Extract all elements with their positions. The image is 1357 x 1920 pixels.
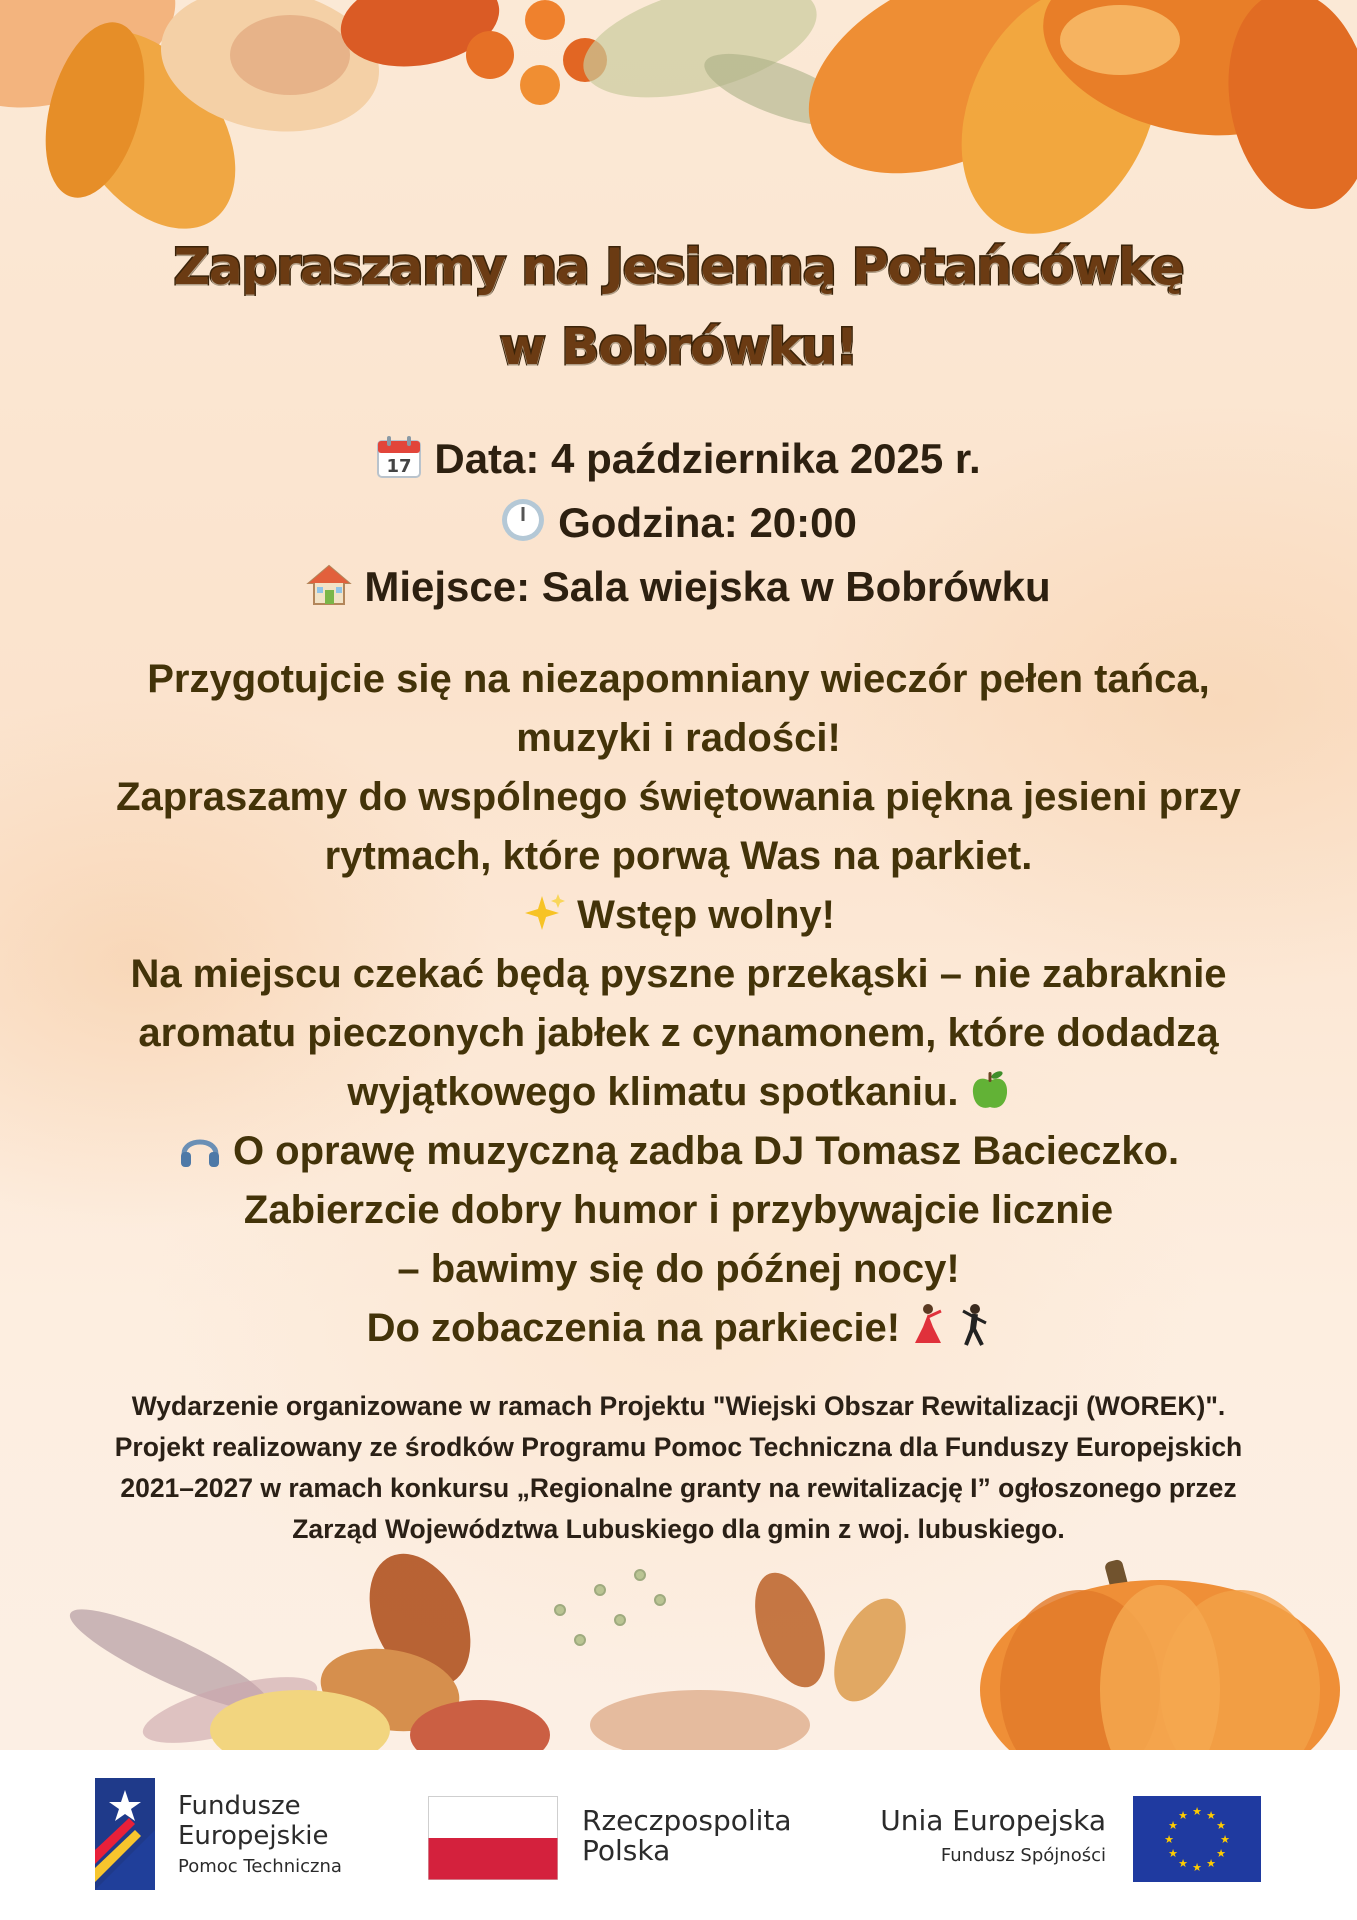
svg-text:★: ★ [1206,1857,1216,1870]
fundusze-label: Fundusze [178,1791,301,1821]
autumn-leaves-top-decoration [0,0,1357,260]
house-icon [306,562,352,624]
funding-note-line: 2021–2027 w ramach konkursu „Regionalne granty na rewitalizację I” ogłoszonego przez [120,1473,1237,1503]
event-place [0,556,1357,624]
body-line [0,1063,1357,1127]
svg-text:★: ★ [1206,1809,1216,1822]
fundusze-europejskie-logo-icon [95,1778,155,1890]
green-apple-icon [970,1069,1010,1127]
event-title-line-2: w Bobrówku! [499,318,858,376]
event-time-text: Godzina: 20:00 [558,499,857,546]
svg-text:17: 17 [386,456,412,477]
dancing-woman-icon [911,1303,947,1363]
fundusz-spojnosci-label: Fundusz Spójności [940,1845,1106,1866]
eu-flag-icon [1133,1796,1261,1882]
body-line: Zapraszamy do wspólnego świętowania piękna jesieni przy [116,775,1241,819]
svg-text:★: ★ [1192,1805,1202,1818]
dancing-man-icon [958,1303,990,1363]
event-time [0,492,1357,560]
svg-text:★: ★ [1220,1833,1230,1846]
body-line-text: wyjątkowego klimatu spotkaniu. [347,1070,959,1114]
polska-label: Polska [582,1834,671,1867]
svg-text:★: ★ [1216,1819,1226,1832]
autumn-pumpkin-bottom-decoration [0,1540,1357,1750]
svg-text:★: ★ [1216,1847,1226,1860]
see-you-text: Do zobaczenia na parkiecie! [366,1306,901,1350]
free-entry-line [0,886,1357,950]
body-line: muzyki i radości! [516,716,841,760]
clock-icon [500,497,546,560]
svg-text:★: ★ [1168,1847,1178,1860]
europejskie-label: Europejskie [178,1821,329,1851]
svg-text:★: ★ [1168,1819,1178,1832]
headphones-icon [178,1128,222,1186]
body-line: Na miejscu czekać będą pyszne przekąski – nie zabraknie [130,952,1227,996]
funding-logos-bar [0,1750,1357,1920]
body-line: Przygotujcie się na niezapomniany wieczór pełen tańca, [147,657,1210,701]
body-line: – bawimy się do późnej nocy! [397,1247,960,1291]
dj-text: O oprawę muzyczną zadba DJ Tomasz Bacieczko. [232,1129,1180,1173]
dj-line [0,1122,1357,1186]
free-entry-text: Wstęp wolny! [577,893,835,937]
svg-text:★: ★ [1164,1833,1174,1846]
funding-note-line: Wydarzenie organizowane w ramach Projektu "Wiejski Obszar Rewitalizacji (WOREK)". [131,1391,1226,1421]
body-line: Zabierzcie dobry humor i przybywajcie licznie [243,1188,1114,1232]
rzeczpospolita-label: Rzeczpospolita [582,1804,792,1837]
event-title-line-1: Zapraszamy na Jesienną Potańcówkę [173,238,1184,296]
funding-note-line: Projekt realizowany ze środków Programu Pomoc Techniczna dla Funduszy Europejskich [114,1432,1243,1462]
event-date-text: Data: 4 października 2025 r. [434,435,981,482]
svg-text:★: ★ [1178,1809,1188,1822]
body-line: aromatu pieczonych jabłek z cynamonem, które dodadzą [138,1011,1219,1055]
funding-note-line: Zarząd Województwa Lubuskiego dla gmin z woj. lubuskiego. [292,1514,1065,1544]
body-line: rytmach, które porwą Was na parkiet. [324,834,1033,878]
calendar-icon [376,434,422,496]
polish-flag-icon [428,1796,558,1880]
unia-europejska-label: Unia Europejska [880,1804,1106,1837]
see-you-line [0,1299,1357,1363]
event-date [0,428,1357,496]
svg-text:★: ★ [1178,1857,1188,1870]
svg-text:★: ★ [1192,1861,1202,1874]
sparkles-icon [522,892,566,950]
pomoc-techniczna-label: Pomoc Techniczna [178,1856,342,1877]
event-place-text: Miejsce: Sala wiejska w Bobrówku [364,563,1051,610]
